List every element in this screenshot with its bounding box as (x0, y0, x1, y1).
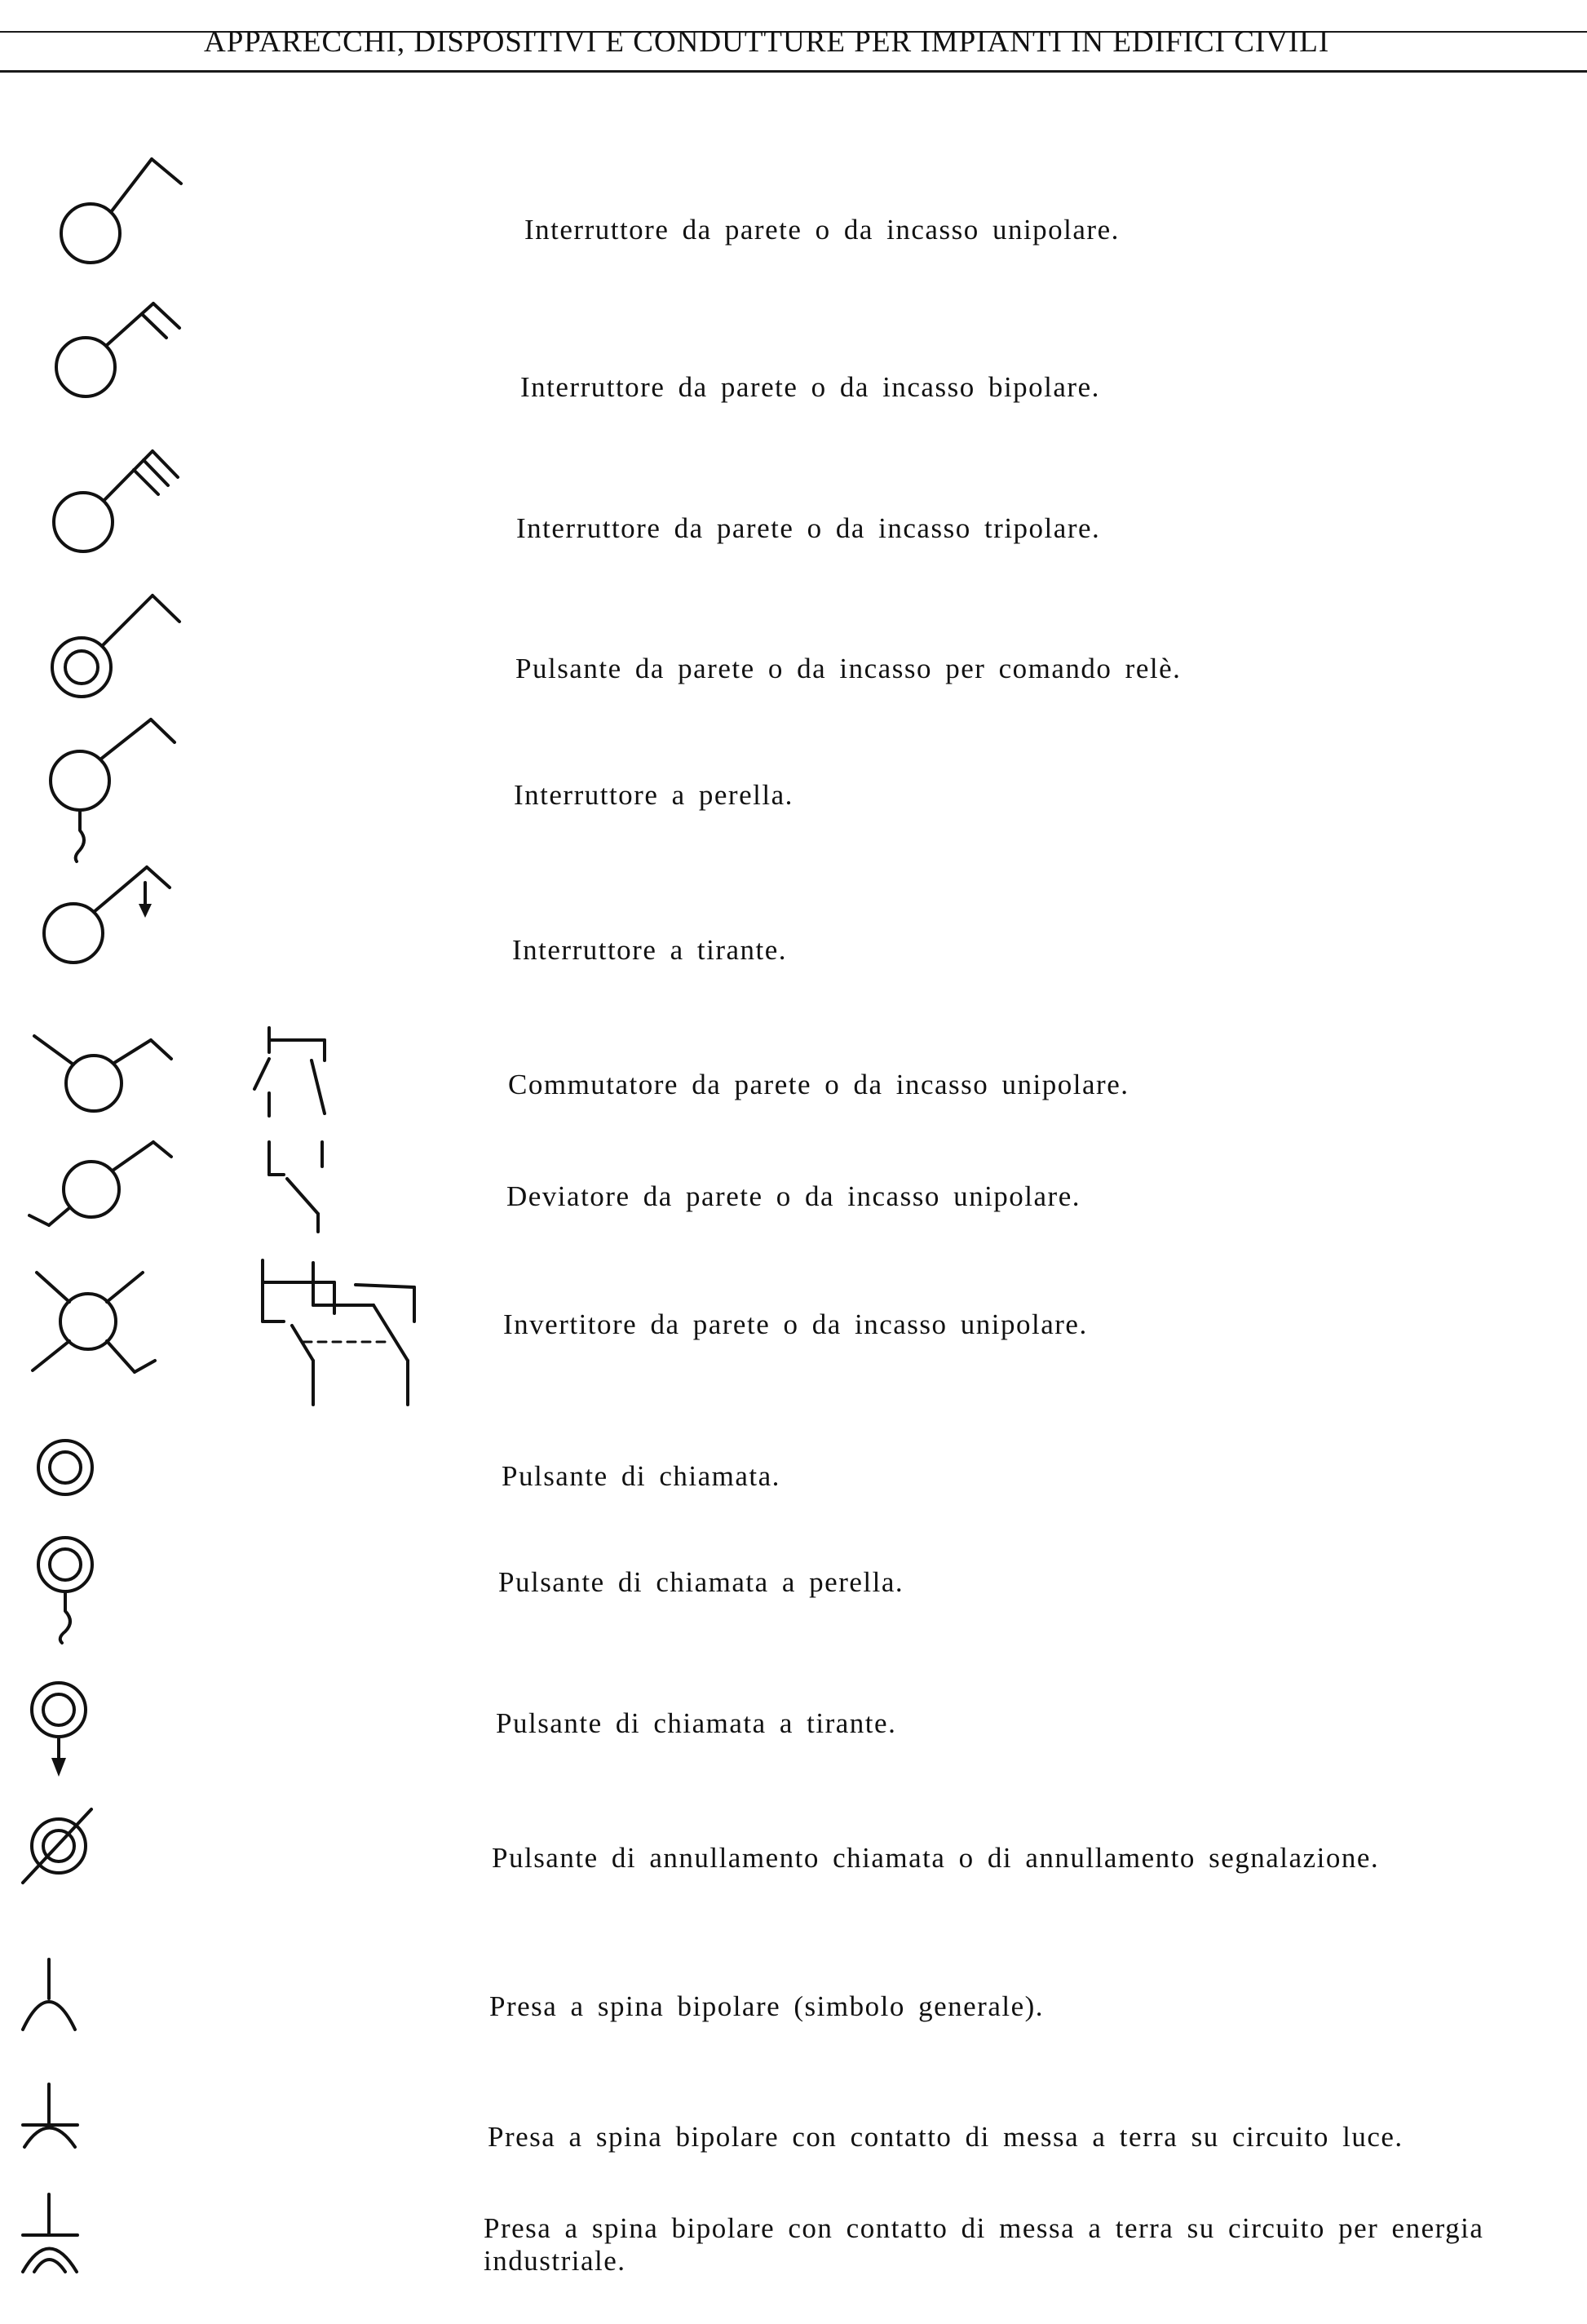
description-single-pole-switch: Interruttore da parete o da incasso unipolare. (524, 214, 1120, 246)
description-pull-cord-call-button: Pulsante di chiamata a tirante. (496, 1707, 897, 1739)
pendant-call-button-icon (38, 1538, 92, 1643)
description-pull-cord-switch: Interruttore a tirante. (512, 934, 788, 966)
description-relay-pushbutton: Pulsante da parete o da incasso per comando relè. (515, 653, 1182, 684)
earthed-socket-power-icon (23, 2194, 77, 2272)
two-way-switch-icon (29, 1142, 322, 1232)
description-triple-pole-switch: Interruttore da parete o da incasso tripolare. (516, 512, 1101, 544)
call-cancel-button-icon (23, 1809, 91, 1883)
pull-cord-call-button-icon (32, 1683, 86, 1777)
socket-outlet-icon (23, 1959, 75, 2030)
description-pendant-switch: Interruttore a perella. (514, 779, 794, 811)
description-call-button: Pulsante di chiamata. (502, 1460, 780, 1492)
triple-pole-switch-icon (54, 451, 178, 551)
description-double-pole-switch: Interruttore da parete o da incasso bipolare. (520, 371, 1100, 403)
description-intermediate-switch: Invertitore da parete o da incasso unipolare. (503, 1308, 1088, 1340)
changeover-switch-icon (34, 1028, 325, 1116)
pull-cord-switch-icon (44, 867, 170, 963)
description-two-way-switch: Deviatore da parete o da incasso unipolare. (506, 1180, 1081, 1212)
relay-pushbutton-icon (52, 595, 179, 697)
single-pole-switch-icon (61, 159, 181, 263)
description-socket-outlet: Presa a spina bipolare (simbolo generale). (489, 1990, 1045, 2022)
earthed-socket-lighting-icon (23, 2084, 77, 2147)
description-changeover-switch: Commutatore da parete o da incasso unipolare. (508, 1069, 1129, 1100)
pendant-switch-icon (51, 719, 175, 861)
description-earthed-socket-lighting: Presa a spina bipolare con contatto di messa a terra su circuito luce. (488, 2121, 1404, 2153)
intermediate-switch-icon (33, 1260, 414, 1405)
description-pendant-call-button: Pulsante di chiamata a perella. (498, 1566, 904, 1598)
call-button-icon (38, 1441, 92, 1494)
page-title: APPARECCHI, DISPOSITIVI E CONDUTTURE PER IMPIANTI IN EDIFICI CIVILI (204, 25, 1330, 59)
description-earthed-socket-power: Presa a spina bipolare con contatto di messa a terra su circuito per energia industriale. (484, 2212, 1484, 2277)
description-call-cancel-button: Pulsante di annullamento chiamata o di annullamento segnalazione. (492, 1842, 1380, 1874)
double-pole-switch-icon (56, 303, 179, 396)
